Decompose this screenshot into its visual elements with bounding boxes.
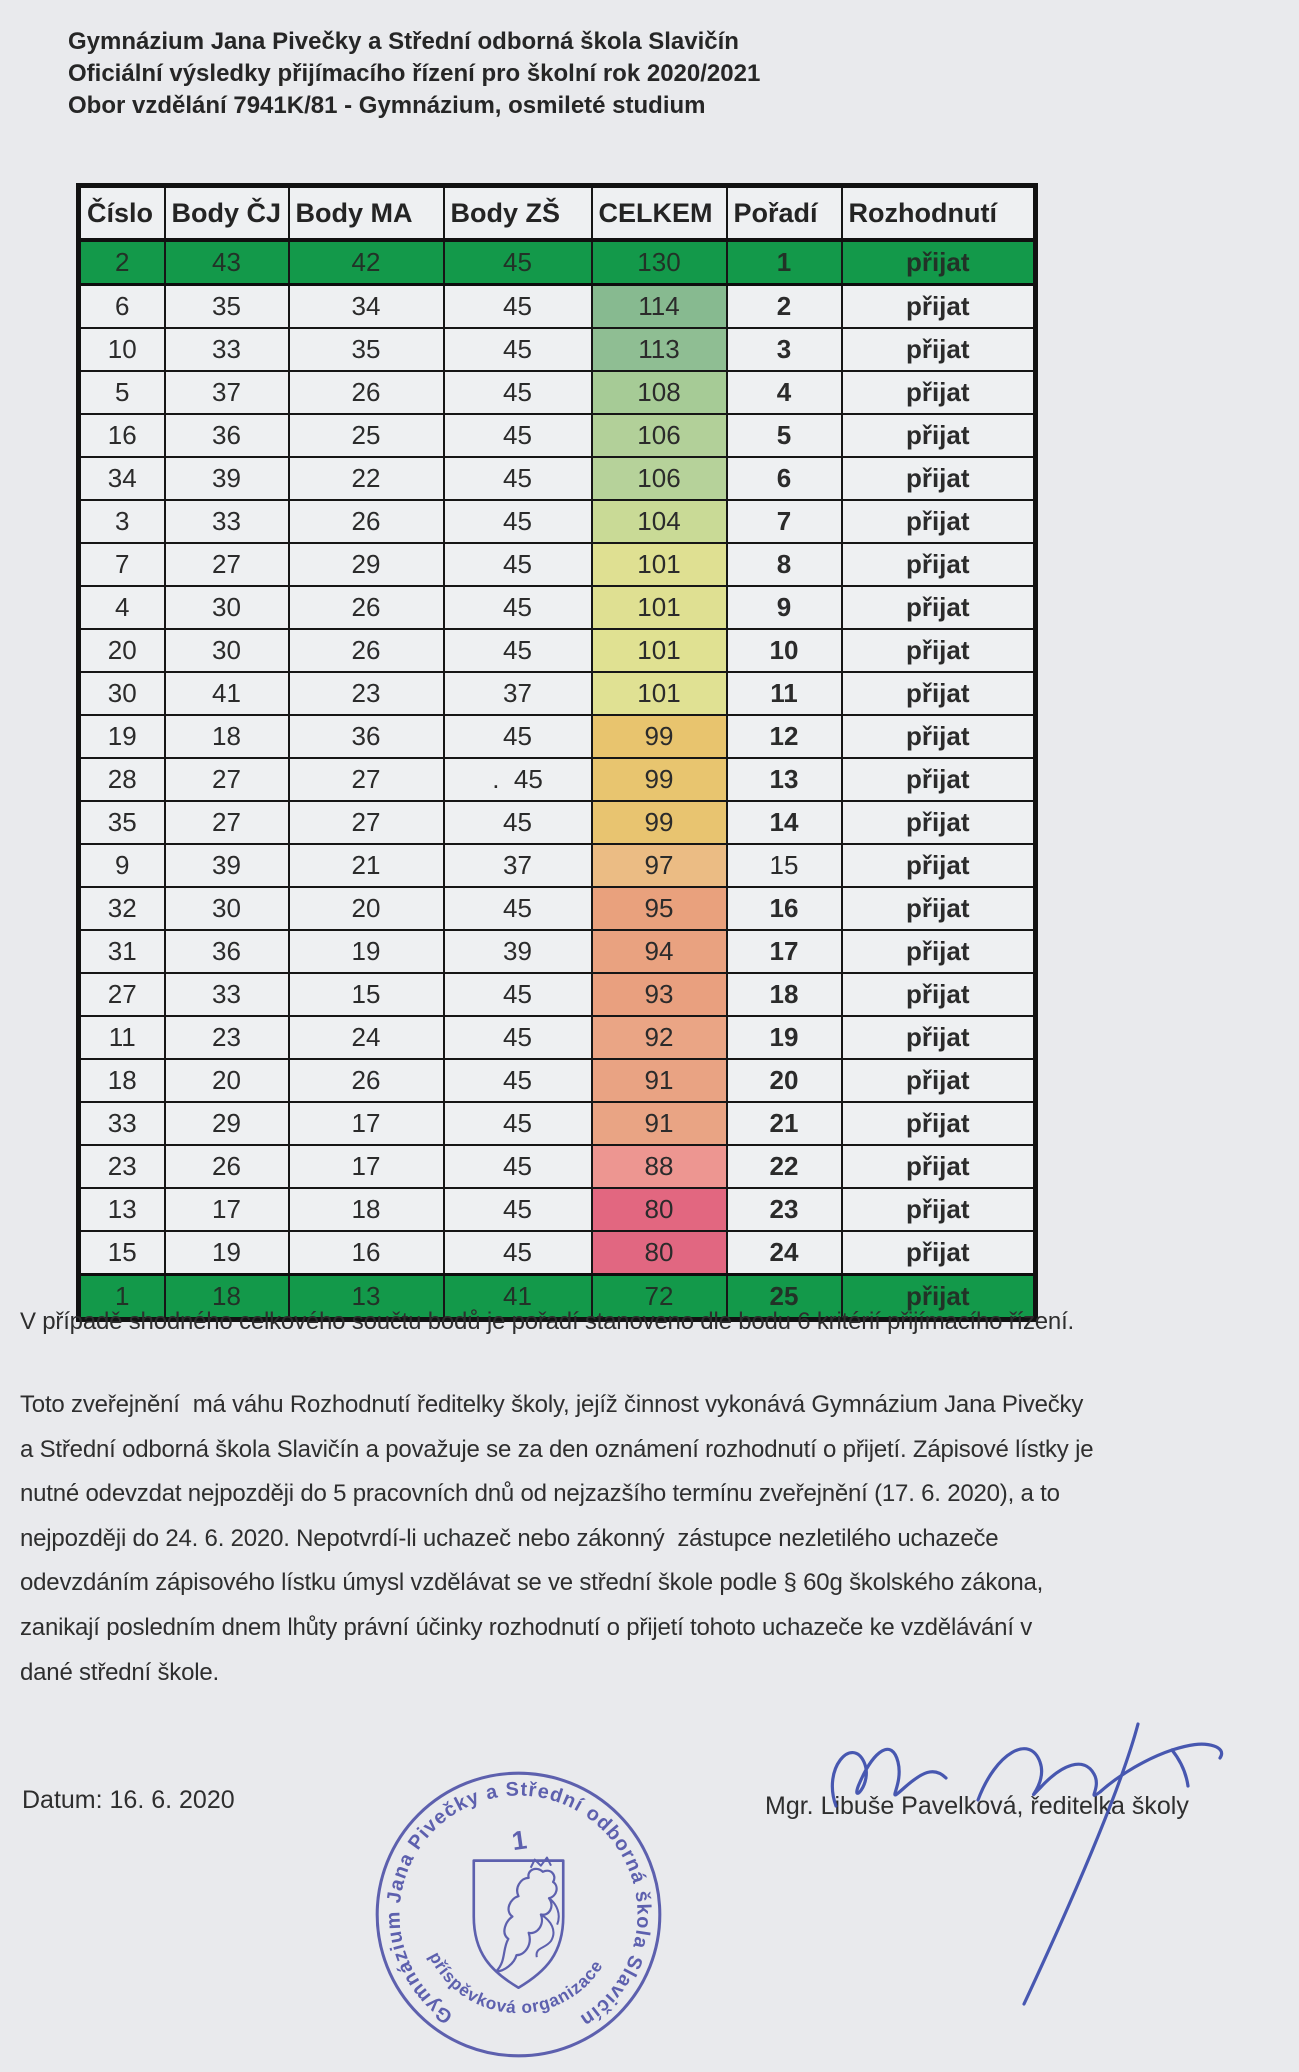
cell-cj: 27 (165, 758, 289, 801)
cell-celkem: 108 (592, 371, 727, 414)
cell-zs: 45 (444, 801, 592, 844)
cell-zs: . 45 (444, 758, 592, 801)
col-header-poradi: Pořadí (727, 186, 842, 241)
cell-cj: 36 (165, 930, 289, 973)
cell-cj: 30 (165, 586, 289, 629)
cell-poradi: 10 (727, 629, 842, 672)
cell-cj: 43 (165, 240, 289, 285)
table-row (79, 715, 1036, 758)
cell-celkem: 113 (592, 328, 727, 371)
cell-poradi: 5 (727, 414, 842, 457)
table-row (79, 887, 1036, 930)
table-row (79, 1059, 1036, 1102)
table-row (79, 285, 1036, 329)
cell-poradi: 24 (727, 1231, 842, 1275)
results-table-header (79, 186, 1036, 241)
legal-notice-line: odevzdáním zápisového lístku úmysl vzdělávat se ve střední škole podle § 60g školského zákona, (20, 1569, 1044, 1597)
cell-poradi: 9 (727, 586, 842, 629)
cell-celkem: 101 (592, 672, 727, 715)
cell-rozhodnuti: přijat (842, 500, 1036, 543)
stamp-coat-of-arms (474, 1858, 563, 1988)
cell-celkem: 99 (592, 715, 727, 758)
cell-celkem: 130 (592, 240, 727, 285)
cell-poradi: 15 (727, 844, 842, 887)
legal-notice-line: nutné odevzdat nejpozději do 5 pracovních dnů od nejzazšího termínu zveřejnění (17. 6. 2020), a to (20, 1480, 1060, 1508)
cell-cislo: 6 (79, 285, 165, 329)
legal-notice-line: a Střední odborná škola Slavičín a považuje se za den oznámení rozhodnutí o přijetí. Zápisové lístky je (20, 1435, 1094, 1463)
tie-break-note (20, 1300, 1292, 1345)
cell-zs: 45 (444, 500, 592, 543)
cell-poradi: 8 (727, 543, 842, 586)
cell-cislo: 3 (79, 500, 165, 543)
cell-rozhodnuti: přijat (842, 1016, 1036, 1059)
cell-poradi: 16 (727, 887, 842, 930)
table-row (79, 371, 1036, 414)
table-row (79, 801, 1036, 844)
shield-outline (474, 1861, 563, 1988)
results-tbody (79, 240, 1036, 1320)
cell-rozhodnuti: přijat (842, 457, 1036, 500)
cell-poradi: 19 (727, 1016, 842, 1059)
cell-cj: 33 (165, 328, 289, 371)
cell-poradi: 6 (727, 457, 842, 500)
cell-zs: 45 (444, 715, 592, 758)
cell-cislo: 1 (79, 1275, 165, 1320)
cell-zs: 39 (444, 930, 592, 973)
cell-ma: 34 (289, 285, 444, 329)
cell-cislo: 33 (79, 1102, 165, 1145)
cell-cislo: 32 (79, 887, 165, 930)
handwritten-signature (800, 1708, 1260, 2008)
cell-cislo: 27 (79, 973, 165, 1016)
cell-poradi: 25 (727, 1275, 842, 1320)
cell-poradi: 7 (727, 500, 842, 543)
cell-cislo: 10 (79, 328, 165, 371)
cell-ma: 17 (289, 1102, 444, 1145)
cell-celkem: 88 (592, 1145, 727, 1188)
cell-celkem: 101 (592, 586, 727, 629)
cell-celkem: 91 (592, 1059, 727, 1102)
header-row (79, 186, 1036, 241)
cell-celkem: 94 (592, 930, 727, 973)
cell-zs: 45 (444, 1016, 592, 1059)
cell-zs: 45 (444, 1102, 592, 1145)
cell-poradi: 22 (727, 1145, 842, 1188)
cell-ma: 20 (289, 887, 444, 930)
cell-zs: 45 (444, 328, 592, 371)
cell-ma: 27 (289, 758, 444, 801)
cell-rozhodnuti: přijat (842, 1145, 1036, 1188)
signature-stroke (832, 1749, 946, 1806)
cell-poradi: 4 (727, 371, 842, 414)
cell-ma: 22 (289, 457, 444, 500)
cell-ma: 17 (289, 1145, 444, 1188)
table-row (79, 672, 1036, 715)
cell-ma: 42 (289, 240, 444, 285)
table-row (79, 629, 1036, 672)
cell-celkem: 80 (592, 1231, 727, 1275)
lion-crown (531, 1858, 551, 1868)
cell-cislo: 19 (79, 715, 165, 758)
cell-cj: 18 (165, 715, 289, 758)
cell-cislo: 16 (79, 414, 165, 457)
cell-ma: 35 (289, 328, 444, 371)
results-subtitle: Oficiální výsledky přijímacího řízení pro školní rok 2020/2021 (68, 60, 761, 87)
cell-poradi: 13 (727, 758, 842, 801)
cell-poradi: 12 (727, 715, 842, 758)
cell-ma: 26 (289, 500, 444, 543)
cell-celkem: 92 (592, 1016, 727, 1059)
cell-cj: 27 (165, 801, 289, 844)
cell-cislo: 5 (79, 371, 165, 414)
cell-ma: 26 (289, 629, 444, 672)
cell-cislo: 13 (79, 1188, 165, 1231)
cell-zs: 45 (444, 887, 592, 930)
tie-break-note-text: V případě shodného celkového součtu bodů je pořadí stanoveno dle bodu 6 kritérií přijímacího řízení. (20, 1308, 1075, 1335)
cell-zs: 45 (444, 1231, 592, 1275)
cell-poradi: 14 (727, 801, 842, 844)
cell-cj: 29 (165, 1102, 289, 1145)
cell-cislo: 20 (79, 629, 165, 672)
cell-cj: 30 (165, 887, 289, 930)
cell-zs: 45 (444, 629, 592, 672)
cell-poradi: 2 (727, 285, 842, 329)
cell-celkem: 95 (592, 887, 727, 930)
cell-cislo: 7 (79, 543, 165, 586)
cell-ma: 26 (289, 371, 444, 414)
cell-zs: 45 (444, 1188, 592, 1231)
cell-cislo: 4 (79, 586, 165, 629)
col-header-body-ma: Body MA (289, 186, 444, 241)
cell-celkem: 99 (592, 801, 727, 844)
cell-cj: 39 (165, 844, 289, 887)
legal-notice-line: dané střední škole. (20, 1658, 219, 1686)
cell-celkem: 106 (592, 414, 727, 457)
cell-ma: 24 (289, 1016, 444, 1059)
cell-cislo: 15 (79, 1231, 165, 1275)
cell-zs: 45 (444, 1145, 592, 1188)
legal-notice-line: nejpozději do 24. 6. 2020. Nepotvrdí-li uchazeč nebo zákonný zástupce nezletilého uchazeče (20, 1524, 999, 1552)
cell-celkem: 99 (592, 758, 727, 801)
cell-zs: 37 (444, 844, 592, 887)
table-row (79, 844, 1036, 887)
cell-ma: 25 (289, 414, 444, 457)
document-date: Datum: 16. 6. 2020 (22, 1786, 235, 1814)
cell-rozhodnuti: přijat (842, 1102, 1036, 1145)
cell-ma: 27 (289, 801, 444, 844)
cell-rozhodnuti: přijat (842, 1275, 1036, 1320)
cell-ma: 16 (289, 1231, 444, 1275)
cell-rozhodnuti: přijat (842, 1059, 1036, 1102)
cell-poradi: 20 (727, 1059, 842, 1102)
cell-cislo: 34 (79, 457, 165, 500)
cell-rozhodnuti: přijat (842, 715, 1036, 758)
table-row (79, 1016, 1036, 1059)
cell-cj: 18 (165, 1275, 289, 1320)
legal-notice-line: Toto zveřejnění má váhu Rozhodnutí ředitelky školy, jejíž činnost vykonává Gymnázium Jana Pivečky (20, 1391, 1084, 1418)
cell-ma: 26 (289, 1059, 444, 1102)
cell-cj: 39 (165, 457, 289, 500)
col-header-body-zs: Body ZŠ (444, 186, 592, 241)
cell-rozhodnuti: přijat (842, 629, 1036, 672)
cell-zs: 41 (444, 1275, 592, 1320)
cell-ma: 13 (289, 1275, 444, 1320)
table-row (79, 500, 1036, 543)
cell-rozhodnuti: přijat (842, 973, 1036, 1016)
cell-poradi: 17 (727, 930, 842, 973)
cell-zs: 37 (444, 672, 592, 715)
col-header-cislo: Číslo (79, 186, 165, 241)
cell-cislo: 30 (79, 672, 165, 715)
cell-cislo: 28 (79, 758, 165, 801)
col-header-rozhodnuti: Rozhodnutí (842, 186, 1036, 241)
cell-cj: 41 (165, 672, 289, 715)
table-row (79, 1145, 1036, 1188)
cell-zs: 45 (444, 586, 592, 629)
table-row (79, 328, 1036, 371)
cell-rozhodnuti: přijat (842, 801, 1036, 844)
cell-rozhodnuti: přijat (842, 414, 1036, 457)
cell-zs: 45 (444, 240, 592, 285)
document-title-block (68, 26, 760, 122)
cell-poradi: 23 (727, 1188, 842, 1231)
cell-cislo: 2 (79, 240, 165, 285)
cell-celkem: 101 (592, 629, 727, 672)
col-header-celkem: CELKEM (592, 186, 727, 241)
cell-zs: 45 (444, 973, 592, 1016)
cell-celkem: 114 (592, 285, 727, 329)
school-name: Gymnázium Jana Pivečky a Střední odborná škola Slavičín (68, 28, 739, 55)
table-row (79, 240, 1036, 285)
cell-celkem: 104 (592, 500, 727, 543)
cell-celkem: 93 (592, 973, 727, 1016)
cell-zs: 45 (444, 1059, 592, 1102)
cell-cj: 35 (165, 285, 289, 329)
cell-ma: 19 (289, 930, 444, 973)
cell-zs: 45 (444, 543, 592, 586)
cell-ma: 23 (289, 672, 444, 715)
cell-celkem: 91 (592, 1102, 727, 1145)
cell-cj: 27 (165, 543, 289, 586)
legal-notice-line: zanikají posledním dnem lhůty právní účinky rozhodnutí o přijetí tohoto uchazeče ke vzdělávání v (20, 1613, 1033, 1641)
cell-rozhodnuti: přijat (842, 285, 1036, 329)
cell-ma: 29 (289, 543, 444, 586)
cell-rozhodnuti: přijat (842, 672, 1036, 715)
stamp-number: 1 (509, 1824, 529, 1857)
cell-ma: 36 (289, 715, 444, 758)
cell-celkem: 106 (592, 457, 727, 500)
cell-rozhodnuti: přijat (842, 1231, 1036, 1275)
school-round-stamp (366, 1762, 671, 2067)
stamp-bottom-label: příspěvková organizace (425, 1948, 607, 2018)
cell-rozhodnuti: přijat (842, 543, 1036, 586)
table-row (79, 1188, 1036, 1231)
legal-notice (20, 1383, 1292, 1695)
cell-rozhodnuti: přijat (842, 887, 1036, 930)
cell-zs: 45 (444, 414, 592, 457)
cell-cj: 20 (165, 1059, 289, 1102)
cell-cj: 33 (165, 500, 289, 543)
cell-cj: 36 (165, 414, 289, 457)
cell-poradi: 11 (727, 672, 842, 715)
admission-results-table (76, 183, 1038, 1322)
cell-cj: 33 (165, 973, 289, 1016)
cell-celkem: 97 (592, 844, 727, 887)
cell-rozhodnuti: přijat (842, 371, 1036, 414)
col-header-body-cj: Body ČJ (165, 186, 289, 241)
cell-poradi: 1 (727, 240, 842, 285)
cell-cislo: 23 (79, 1145, 165, 1188)
cell-rozhodnuti: přijat (842, 930, 1036, 973)
cell-zs: 45 (444, 371, 592, 414)
program-subtitle: Obor vzdělání 7941K/81 - Gymnázium, osmileté studium (68, 92, 706, 119)
cell-rozhodnuti: přijat (842, 240, 1036, 285)
cell-zs: 45 (444, 285, 592, 329)
table-row (79, 1102, 1036, 1145)
table-row (79, 1231, 1036, 1275)
cell-poradi: 3 (727, 328, 842, 371)
table-row (79, 543, 1036, 586)
cell-rozhodnuti: přijat (842, 844, 1036, 887)
cell-celkem: 80 (592, 1188, 727, 1231)
cell-poradi: 18 (727, 973, 842, 1016)
cell-celkem: 72 (592, 1275, 727, 1320)
table-row (79, 758, 1036, 801)
cell-ma: 15 (289, 973, 444, 1016)
table-row (79, 973, 1036, 1016)
cell-cj: 30 (165, 629, 289, 672)
cell-cj: 23 (165, 1016, 289, 1059)
cell-rozhodnuti: přijat (842, 586, 1036, 629)
cell-ma: 21 (289, 844, 444, 887)
cell-cislo: 35 (79, 801, 165, 844)
stamp-ring-label: Gymnázium Jana Pivečky a Střední odborná škola Slavičín (382, 1778, 655, 2032)
table-row (79, 930, 1036, 973)
cell-ma: 18 (289, 1188, 444, 1231)
cell-poradi: 21 (727, 1102, 842, 1145)
cell-cislo: 31 (79, 930, 165, 973)
signatory-name: Mgr. Libuše Pavelková, ředitelka školy (765, 1792, 1189, 1820)
table-row (79, 457, 1036, 500)
cell-rozhodnuti: přijat (842, 758, 1036, 801)
cell-zs: 45 (444, 457, 592, 500)
cell-cislo: 11 (79, 1016, 165, 1059)
cell-celkem: 101 (592, 543, 727, 586)
cell-cj: 26 (165, 1145, 289, 1188)
cell-cj: 19 (165, 1231, 289, 1275)
table-row (79, 414, 1036, 457)
cell-cj: 17 (165, 1188, 289, 1231)
cell-cislo: 18 (79, 1059, 165, 1102)
cell-rozhodnuti: přijat (842, 1188, 1036, 1231)
cell-cj: 37 (165, 371, 289, 414)
table-row (79, 586, 1036, 629)
cell-rozhodnuti: přijat (842, 328, 1036, 371)
signature-stroke (1172, 1750, 1188, 1786)
cell-ma: 26 (289, 586, 444, 629)
cell-cislo: 9 (79, 844, 165, 887)
